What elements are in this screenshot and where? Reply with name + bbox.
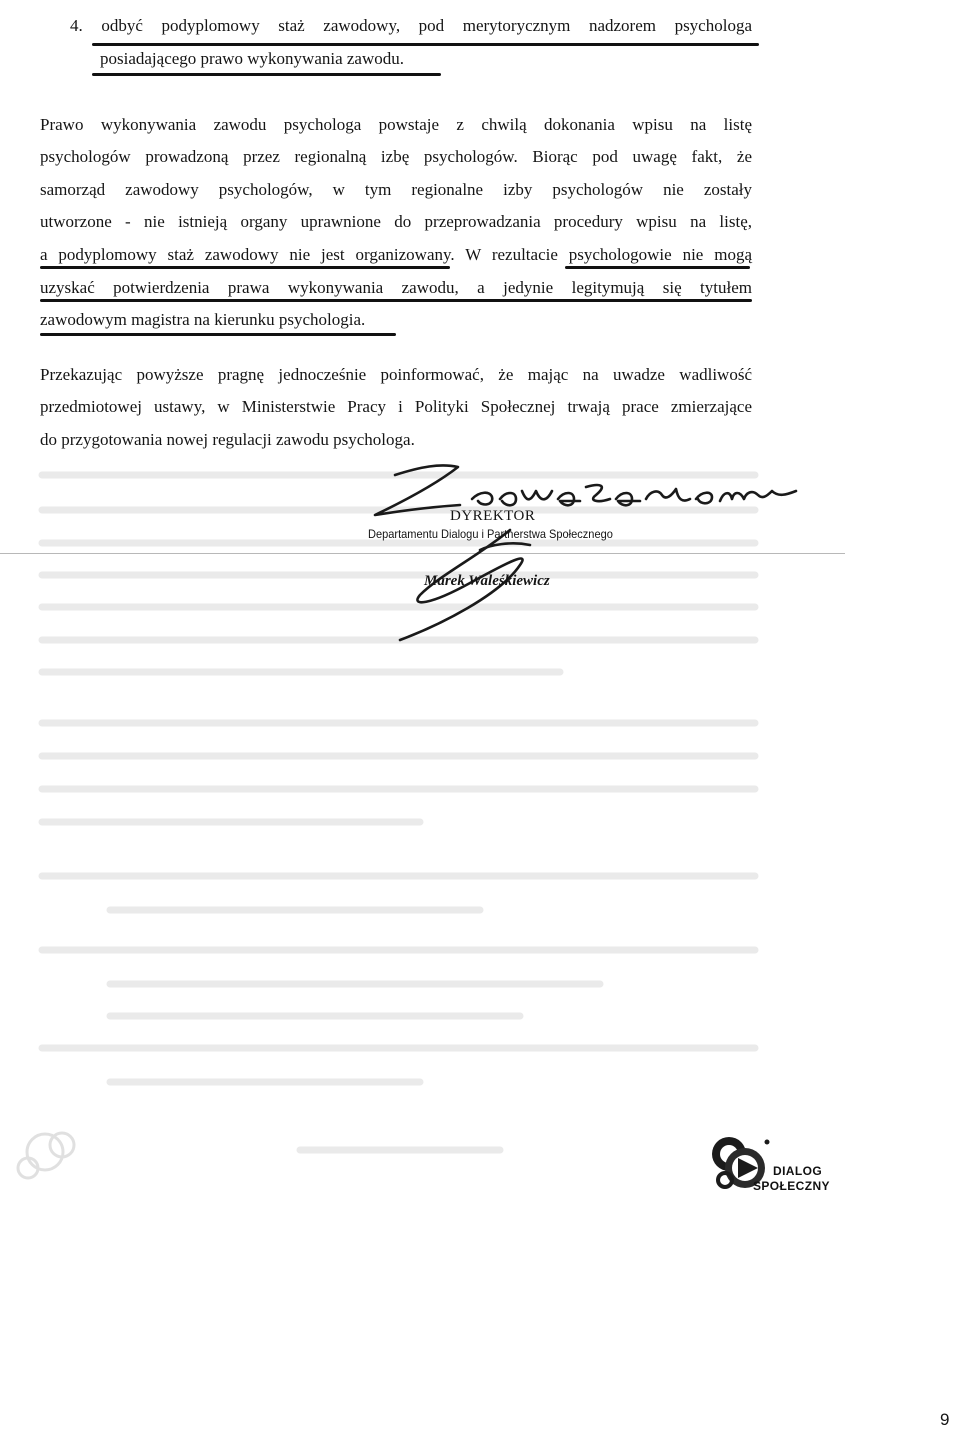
stamp-department: Departamentu Dialogu i Partnerstwa Społecznego: [368, 527, 613, 541]
underline-mark: [92, 43, 759, 46]
paragraph-2-line: Przekazując powyższe pragnę jednocześnie poinformować, że mając na uwadze wadliwość: [40, 365, 752, 384]
stamp-title: DYREKTOR: [450, 508, 536, 524]
underline-mark: [40, 299, 752, 302]
handwritten-closing-signature: [360, 455, 810, 665]
page-number: 9: [940, 1410, 950, 1429]
underline-mark: [40, 266, 450, 269]
paragraph-1-line: utworzone - nie istnieją organy uprawnione do przeprowadzania procedury wpisu na listę,: [40, 212, 752, 231]
underline-mark: [92, 73, 441, 76]
underline-mark: [40, 333, 396, 336]
item-4-text-line-1: odbyć podyplomowy staż zawodowy, pod merytorycznym nadzorem psychologa: [101, 16, 752, 35]
underline-mark: [565, 266, 750, 269]
paragraph-2-line: przedmiotowej ustawy, w Ministerstwie Pracy i Polityki Społecznej trwają prace zmierzające: [40, 397, 752, 416]
item-4-number: 4.: [70, 16, 83, 35]
paragraph-1-line: psychologów prowadzoną przez regionalną izbę psychologów. Biorąc pod uwagę fakt, że: [40, 147, 752, 166]
paragraph-1-line: zawodowym magistra na kierunku psychologia.: [40, 310, 366, 329]
stamp-name: Marek Waleśkiewicz: [424, 573, 550, 589]
logo-text-line-2: SPOŁECZNY: [753, 1179, 830, 1193]
paragraph-1-line: a podyplomowy staż zawodowy nie jest organizowany. W rezultacie psychologowie nie mogą: [40, 245, 752, 264]
item-4-line-2: posiadającego prawo wykonywania zawodu.: [100, 49, 405, 68]
paragraph-1-line: uzyskać potwierdzenia prawa wykonywania zawodu, a jedynie legitymują się tytułem: [40, 278, 752, 297]
paragraph-2-line: do przygotowania nowej regulacji zawodu psychologa.: [40, 430, 415, 449]
logo-text-line-1: DIALOG: [773, 1164, 823, 1178]
dialog-spoleczny-logo: [705, 1130, 845, 1200]
paragraph-1-line: samorząd zawodowy psychologów, w tym regionalne izby psychologów nie zostały: [40, 180, 752, 199]
paragraph-1-line: Prawo wykonywania zawodu psychologa powstaje z chwilą dokonania wpisu na listę: [40, 115, 752, 134]
item-4-line-1: [70, 16, 752, 36]
